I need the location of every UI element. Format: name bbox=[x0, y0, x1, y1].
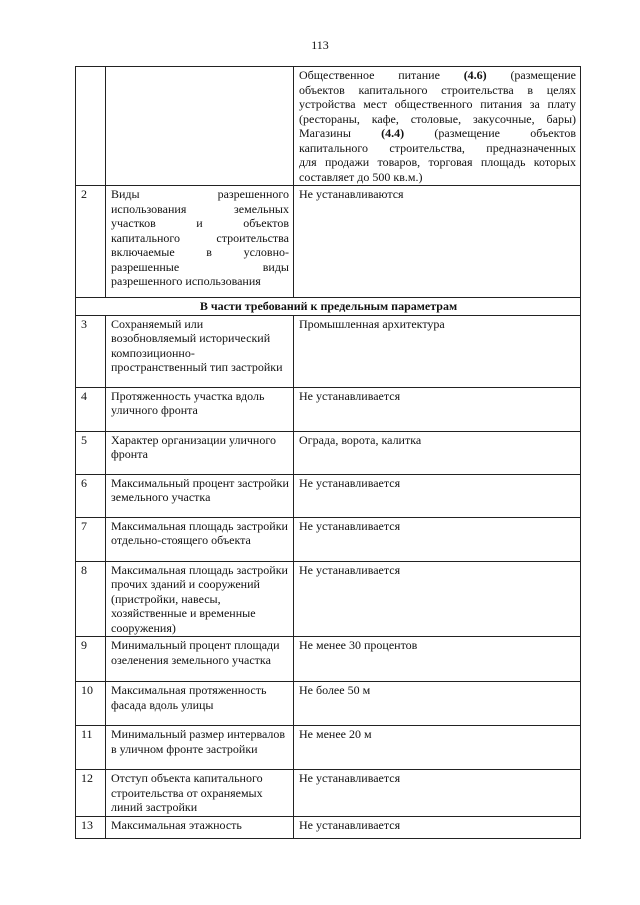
parameter-cell: Отступ объекта капитального строительства от охраняемых линий застройки bbox=[106, 770, 294, 817]
value-text: объектов капитального строительства в целях bbox=[299, 82, 576, 97]
value-cell: Не устанавливаются bbox=[294, 186, 581, 298]
value-cell: Не менее 20 м bbox=[294, 726, 581, 770]
row-number-cell: 2 bbox=[76, 186, 106, 298]
value-text: для продажи товаров, торговая площадь которых bbox=[299, 155, 576, 169]
parameter-cell: Максимальный процент застройки земельного участка bbox=[106, 474, 294, 517]
row-number-cell: 6 bbox=[76, 474, 106, 517]
parameter-cell: Максимальная площадь застройки прочих зданий и сооружений (пристройки, навесы, хозяйственные и временные сооружения) bbox=[106, 561, 294, 637]
parameter-cell: Максимальная протяженность фасада вдоль улицы bbox=[106, 682, 294, 726]
row-number-cell: 8 bbox=[76, 561, 106, 637]
row-number-cell: 13 bbox=[76, 816, 106, 838]
table-row bbox=[76, 517, 581, 561]
parameter-line: участков и объектов bbox=[111, 216, 289, 230]
table-row bbox=[76, 726, 581, 770]
value-text: (размещение bbox=[486, 68, 576, 82]
value-line bbox=[299, 97, 576, 112]
table-row bbox=[76, 770, 581, 817]
parameter-cell: Максимальная площадь застройки отдельно-стоящего объекта bbox=[106, 517, 294, 561]
value-cell bbox=[294, 67, 581, 186]
value-line bbox=[299, 170, 576, 185]
parameter-cell: Сохраняемый или возобновляемый исторический композиционно-пространственный тип застройки bbox=[106, 315, 294, 387]
use-code: (4.6) bbox=[463, 68, 487, 82]
value-text: Магазины bbox=[299, 126, 382, 140]
value-cell: Не устанавливается bbox=[294, 387, 581, 431]
value-line bbox=[299, 141, 576, 156]
value-text: (рестораны, кафе, столовые, закусочные, бары) bbox=[299, 111, 576, 126]
value-cell: Не устанавливается bbox=[294, 561, 581, 637]
row-number-cell: 10 bbox=[76, 682, 106, 726]
table-row bbox=[76, 816, 581, 838]
row-number-cell: 5 bbox=[76, 431, 106, 474]
table-row-continued bbox=[76, 67, 581, 186]
regulations-table bbox=[75, 66, 581, 839]
row-number-cell bbox=[76, 67, 106, 186]
value-line bbox=[299, 68, 576, 83]
parameter-cell: Максимальная этажность bbox=[106, 816, 294, 838]
section-header-row bbox=[76, 298, 581, 316]
value-cell: Не менее 30 процентов bbox=[294, 637, 581, 682]
table-row bbox=[76, 315, 581, 387]
parameter-cell bbox=[106, 67, 294, 186]
parameter-cell: Минимальный процент площади озеленения земельного участка bbox=[106, 637, 294, 682]
parameter-line: включаемые в условно- bbox=[111, 245, 289, 259]
parameter-line: разрешенного использования bbox=[111, 274, 261, 288]
value-line bbox=[299, 126, 576, 141]
parameter-line: использования земельных bbox=[111, 201, 289, 216]
page-number: 113 bbox=[311, 38, 329, 52]
table-row bbox=[76, 431, 581, 474]
value-cell: Не устанавливается bbox=[294, 770, 581, 817]
value-cell: Промышленная архитектура bbox=[294, 315, 581, 387]
parameter-cell: Минимальный размер интервалов в уличном фронте застройки bbox=[106, 726, 294, 770]
value-line bbox=[299, 83, 576, 98]
row-number-cell: 11 bbox=[76, 726, 106, 770]
value-text: Общественное питание bbox=[299, 68, 464, 82]
value-cell: Не устанавливается bbox=[294, 474, 581, 517]
use-code: (4.4) bbox=[381, 126, 405, 140]
row-number-cell: 4 bbox=[76, 387, 106, 431]
value-cell: Ограда, ворота, калитка bbox=[294, 431, 581, 474]
value-cell: Не устанавливается bbox=[294, 816, 581, 838]
parameter-line: капитального строительства bbox=[111, 230, 289, 245]
section-header: В части требований к предельным параметрам bbox=[76, 298, 581, 316]
table-row bbox=[76, 387, 581, 431]
row-number-cell: 7 bbox=[76, 517, 106, 561]
row-number-cell: 12 bbox=[76, 770, 106, 817]
value-cell: Не устанавливается bbox=[294, 517, 581, 561]
value-text: устройства мест общественного питания за плату bbox=[299, 97, 576, 111]
value-text: капитального строительства, предназначенных bbox=[299, 140, 576, 155]
table-row bbox=[76, 637, 581, 682]
value-line bbox=[299, 155, 576, 170]
parameter-cell: Характер организации уличного фронта bbox=[106, 431, 294, 474]
row-number-cell: 9 bbox=[76, 637, 106, 682]
parameter-line: разрешенные виды bbox=[111, 259, 289, 274]
value-cell: Не более 50 м bbox=[294, 682, 581, 726]
value-text: составляет до 500 кв.м.) bbox=[299, 169, 423, 184]
parameter-cell: Протяженность участка вдоль уличного фронта bbox=[106, 387, 294, 431]
value-line bbox=[299, 112, 576, 127]
row-number-cell: 3 bbox=[76, 315, 106, 387]
table-row bbox=[76, 561, 581, 637]
value-text: (размещение объектов bbox=[404, 126, 576, 140]
table-row bbox=[76, 186, 581, 298]
parameter-cell bbox=[106, 186, 294, 298]
table-row bbox=[76, 682, 581, 726]
parameter-line: Виды разрешенного bbox=[111, 187, 289, 201]
table-row bbox=[76, 474, 581, 517]
